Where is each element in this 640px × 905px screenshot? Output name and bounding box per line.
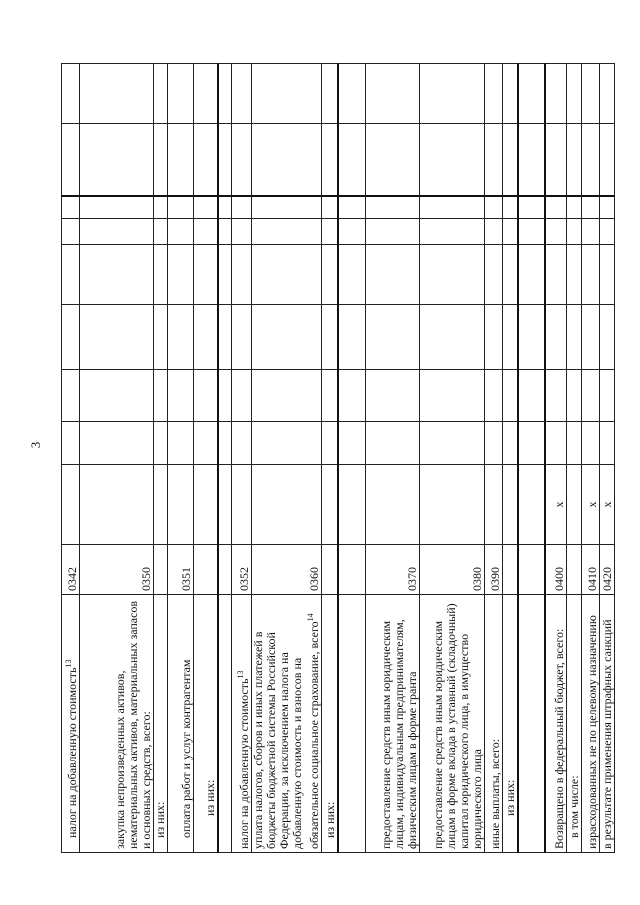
empty-cell — [62, 64, 80, 124]
value-cell — [218, 465, 232, 545]
empty-cell — [420, 305, 485, 370]
empty-cell — [194, 64, 218, 124]
row-code — [154, 545, 168, 595]
empty-cell — [545, 422, 567, 465]
empty-cell — [600, 245, 615, 305]
empty-cell — [218, 245, 232, 305]
empty-cell — [545, 305, 567, 370]
empty-cell — [567, 197, 582, 219]
row-label: предоставление средств иным юридическим лицам в форме вклада в уставный (складочный) капитал юридического лица, в имущество юридического лица — [420, 595, 485, 853]
empty-cell — [322, 124, 338, 197]
empty-cell — [366, 305, 420, 370]
empty-cell — [232, 245, 252, 305]
empty-cell — [600, 422, 615, 465]
empty-cell — [518, 124, 545, 197]
empty-cell — [154, 245, 168, 305]
empty-cell — [600, 197, 615, 219]
row-label: иные выплаты, всего: — [485, 595, 503, 853]
row-code — [218, 545, 232, 595]
empty-cell — [518, 305, 545, 370]
row-label: израсходованных не по целевому назначению — [582, 595, 600, 853]
row-label: в результате применения штрафных санкций — [600, 595, 615, 853]
empty-cell — [582, 219, 600, 245]
empty-cell — [582, 422, 600, 465]
empty-cell — [218, 197, 232, 219]
empty-cell — [503, 219, 518, 245]
empty-cell — [545, 245, 567, 305]
footnote-ref: 14 — [306, 613, 315, 622]
empty-cell — [582, 305, 600, 370]
table-row — [338, 64, 366, 853]
empty-cell — [80, 422, 154, 465]
empty-cell — [232, 305, 252, 370]
value-cell — [252, 465, 322, 545]
empty-cell — [567, 124, 582, 197]
empty-cell — [194, 305, 218, 370]
value-cell — [62, 465, 80, 545]
empty-cell — [194, 219, 218, 245]
row-code: 0400 — [545, 545, 567, 595]
empty-cell — [567, 64, 582, 124]
row-label: из них: — [503, 595, 518, 853]
value-cell — [366, 465, 420, 545]
empty-cell — [322, 219, 338, 245]
empty-cell — [518, 197, 545, 219]
empty-cell — [218, 370, 232, 422]
empty-cell — [503, 370, 518, 422]
empty-cell — [218, 64, 232, 124]
table-row — [80, 64, 154, 853]
empty-cell — [168, 64, 194, 124]
empty-cell — [567, 245, 582, 305]
empty-cell — [518, 64, 545, 124]
value-cell — [420, 465, 485, 545]
value-cell: x — [600, 465, 615, 545]
value-cell: x — [545, 465, 567, 545]
empty-cell — [545, 124, 567, 197]
empty-cell — [518, 245, 545, 305]
row-label: уплата налогов, сборов и иных платежей в бюджеты бюджетной системы Российской Федерации, за исключением налога на добавленную стоимость и взносов на обязательное социальное страхование, всего$^{14}$ — [252, 595, 322, 853]
empty-cell — [600, 64, 615, 124]
page-number: 3 — [28, 441, 43, 449]
empty-cell — [80, 64, 154, 124]
row-label: из них: — [194, 595, 218, 853]
row-code: 0370 — [366, 545, 420, 595]
footnote-ref: 13 — [236, 670, 245, 679]
value-cell — [518, 465, 545, 545]
empty-cell — [154, 64, 168, 124]
value-cell: x — [582, 465, 600, 545]
row-label: закупка непроизведенных активов, нематериальных активов, материальных запасов и основных средств, всего: — [80, 595, 154, 853]
row-label — [338, 595, 366, 853]
empty-cell — [420, 370, 485, 422]
empty-cell — [322, 197, 338, 219]
empty-cell — [232, 219, 252, 245]
table-row — [600, 64, 615, 853]
empty-cell — [80, 305, 154, 370]
table-row — [218, 64, 232, 853]
empty-cell — [485, 422, 503, 465]
empty-cell — [582, 245, 600, 305]
empty-cell — [322, 305, 338, 370]
empty-cell — [420, 64, 485, 124]
empty-cell — [168, 245, 194, 305]
row-label: из них: — [154, 595, 168, 853]
empty-cell — [168, 370, 194, 422]
table-row — [503, 64, 518, 853]
empty-cell — [322, 370, 338, 422]
empty-cell — [62, 370, 80, 422]
empty-cell — [485, 219, 503, 245]
empty-cell — [366, 197, 420, 219]
empty-cell — [80, 219, 154, 245]
row-label: оплата работ и услуг контрагентам — [168, 595, 194, 853]
empty-cell — [194, 370, 218, 422]
empty-cell — [366, 245, 420, 305]
empty-cell — [338, 245, 366, 305]
empty-cell — [338, 370, 366, 422]
empty-cell — [168, 219, 194, 245]
empty-cell — [338, 219, 366, 245]
empty-cell — [252, 197, 322, 219]
row-code: 0342 — [62, 545, 80, 595]
empty-cell — [168, 422, 194, 465]
row-code: 0420 — [600, 545, 615, 595]
empty-cell — [80, 245, 154, 305]
empty-cell — [194, 124, 218, 197]
empty-cell — [518, 422, 545, 465]
empty-cell — [168, 124, 194, 197]
empty-cell — [154, 370, 168, 422]
value-cell — [485, 465, 503, 545]
empty-cell — [420, 197, 485, 219]
value-cell — [168, 465, 194, 545]
empty-cell — [366, 422, 420, 465]
empty-cell — [582, 64, 600, 124]
empty-cell — [503, 305, 518, 370]
row-code — [567, 545, 582, 595]
empty-cell — [366, 370, 420, 422]
value-cell — [338, 465, 366, 545]
empty-cell — [80, 370, 154, 422]
empty-cell — [194, 197, 218, 219]
empty-cell — [80, 124, 154, 197]
empty-cell — [518, 370, 545, 422]
empty-cell — [232, 422, 252, 465]
row-code — [338, 545, 366, 595]
value-cell — [567, 465, 582, 545]
empty-cell — [485, 245, 503, 305]
empty-cell — [485, 370, 503, 422]
empty-cell — [218, 124, 232, 197]
value-cell — [154, 465, 168, 545]
empty-cell — [62, 219, 80, 245]
empty-cell — [582, 124, 600, 197]
empty-cell — [518, 219, 545, 245]
value-cell — [322, 465, 338, 545]
empty-cell — [338, 305, 366, 370]
empty-cell — [600, 124, 615, 197]
row-code: 0410 — [582, 545, 600, 595]
row-label: в том числе: — [567, 595, 582, 853]
empty-cell — [252, 370, 322, 422]
table-row — [62, 64, 80, 853]
row-code: 0350 — [80, 545, 154, 595]
row-code: 0390 — [485, 545, 503, 595]
empty-cell — [252, 245, 322, 305]
empty-cell — [420, 245, 485, 305]
empty-cell — [232, 197, 252, 219]
value-cell — [80, 465, 154, 545]
row-label — [518, 595, 545, 853]
empty-cell — [252, 124, 322, 197]
table-row — [518, 64, 545, 853]
row-code: 0360 — [252, 545, 322, 595]
table-row — [366, 64, 420, 853]
table-row — [168, 64, 194, 853]
empty-cell — [503, 197, 518, 219]
table-row — [545, 64, 567, 853]
empty-cell — [62, 422, 80, 465]
empty-cell — [485, 305, 503, 370]
empty-cell — [252, 64, 322, 124]
row-label: налог на добавленную стоимость$^{13}$ — [62, 595, 80, 853]
empty-cell — [545, 219, 567, 245]
empty-cell — [218, 305, 232, 370]
row-code: 0351 — [168, 545, 194, 595]
empty-cell — [154, 197, 168, 219]
empty-cell — [194, 245, 218, 305]
empty-cell — [600, 305, 615, 370]
row-label: из них: — [322, 595, 338, 853]
table-row — [194, 64, 218, 853]
empty-cell — [194, 422, 218, 465]
table-row — [485, 64, 503, 853]
empty-cell — [154, 422, 168, 465]
empty-cell — [485, 64, 503, 124]
empty-cell — [338, 197, 366, 219]
row-code: 0380 — [420, 545, 485, 595]
row-code — [503, 545, 518, 595]
empty-cell — [252, 219, 322, 245]
empty-cell — [600, 370, 615, 422]
empty-cell — [420, 422, 485, 465]
row-label: Возвращено в федеральный бюджет, всего: — [545, 595, 567, 853]
row-label — [218, 595, 232, 853]
row-code — [194, 545, 218, 595]
empty-cell — [545, 64, 567, 124]
row-code — [322, 545, 338, 595]
empty-cell — [600, 219, 615, 245]
empty-cell — [567, 305, 582, 370]
empty-cell — [485, 124, 503, 197]
empty-cell — [503, 64, 518, 124]
value-cell — [503, 465, 518, 545]
empty-cell — [366, 124, 420, 197]
empty-cell — [545, 197, 567, 219]
empty-cell — [252, 422, 322, 465]
empty-cell — [503, 245, 518, 305]
empty-cell — [567, 370, 582, 422]
table-row — [420, 64, 485, 853]
empty-cell — [62, 197, 80, 219]
empty-cell — [232, 64, 252, 124]
row-code — [518, 545, 545, 595]
empty-cell — [232, 370, 252, 422]
empty-cell — [582, 197, 600, 219]
empty-cell — [338, 124, 366, 197]
table-row — [252, 64, 322, 853]
row-label: предоставление средств иным юридическим лицам, индивидуальным предпринимателям, физическим лицам в форме гранта — [366, 595, 420, 853]
table-row — [232, 64, 252, 853]
value-cell — [232, 465, 252, 545]
empty-cell — [322, 64, 338, 124]
value-cell — [194, 465, 218, 545]
empty-cell — [62, 124, 80, 197]
empty-cell — [322, 422, 338, 465]
empty-cell — [366, 219, 420, 245]
row-label: налог на добавленную стоимость$^{13}$ — [232, 595, 252, 853]
table-row — [322, 64, 338, 853]
empty-cell — [338, 422, 366, 465]
empty-cell — [252, 305, 322, 370]
empty-cell — [338, 64, 366, 124]
empty-cell — [62, 245, 80, 305]
table-row — [567, 64, 582, 853]
table-row — [582, 64, 600, 853]
empty-cell — [154, 124, 168, 197]
empty-cell — [420, 219, 485, 245]
empty-cell — [322, 245, 338, 305]
empty-cell — [366, 64, 420, 124]
financial-report-table — [61, 63, 615, 853]
empty-cell — [154, 305, 168, 370]
empty-cell — [154, 219, 168, 245]
empty-cell — [168, 305, 194, 370]
empty-cell — [218, 219, 232, 245]
empty-cell — [420, 124, 485, 197]
table-row — [154, 64, 168, 853]
empty-cell — [503, 422, 518, 465]
empty-cell — [567, 422, 582, 465]
empty-cell — [168, 197, 194, 219]
row-code: 0352 — [232, 545, 252, 595]
empty-cell — [485, 197, 503, 219]
empty-cell — [80, 197, 154, 219]
empty-cell — [232, 124, 252, 197]
empty-cell — [218, 422, 232, 465]
empty-cell — [582, 370, 600, 422]
empty-cell — [567, 219, 582, 245]
empty-cell — [503, 124, 518, 197]
empty-cell — [62, 305, 80, 370]
footnote-ref: 13 — [64, 659, 73, 668]
empty-cell — [545, 370, 567, 422]
